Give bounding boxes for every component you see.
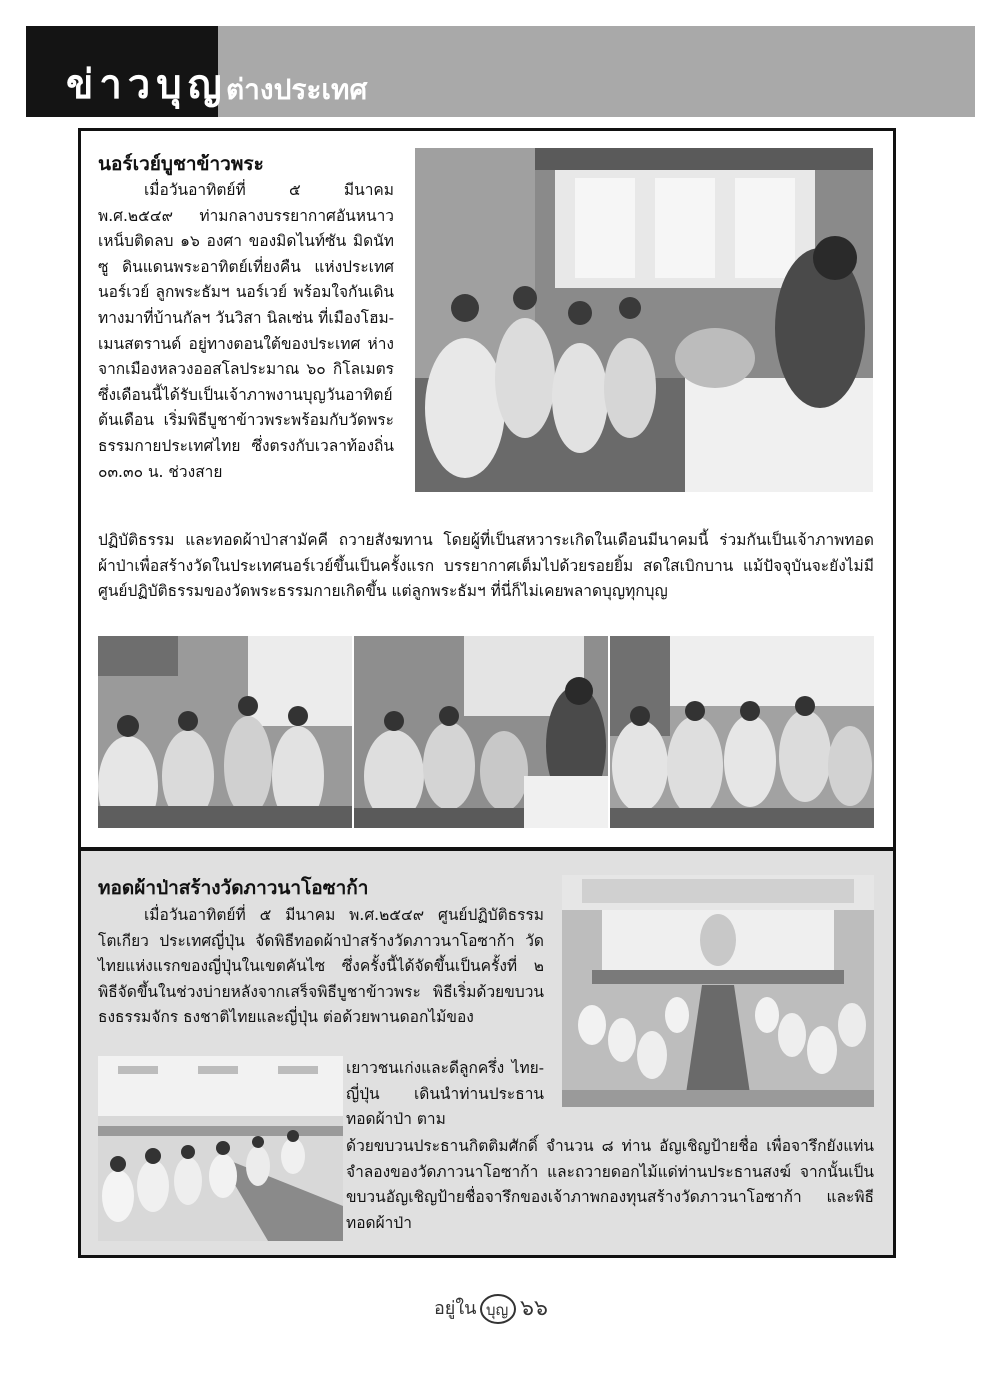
- page-number: ๖๖: [520, 1296, 548, 1321]
- article-norway-title: นอร์เวย์บูชาข้าวพระ: [98, 153, 264, 175]
- photo-ceremony-main: [415, 148, 873, 492]
- svg-text:บุญ: บุญ: [486, 1301, 509, 1319]
- article-osaka-body: เมื่อวันอาทิตย์ที่ ๕ มีนาคม พ.ศ.๒๕๔๙ ศูนย์ปฏิบัติธรรมโตเกียว ประเทศญี่ปุ่น จัดพิธีทอดผ้าป่าสร้างวัดภาวนาโอซาก้า วัดไทยแห่งแรกของญี่ปุ่นในเขตคันไซ ซึ่งครั้งนี้ได้จัดขึ้นเป็นครั้งที่ ๒ พิธีจัดขึ้นในช่วงบ่ายหลังจากเสร็จพิธีบูชาข้าวพระ พิธีเริ่มด้วยขบวนธงธรรมจักร ธงชาติไทยและญี่ปุ่น ต่อด้วยพานดอกไม้ของ: [98, 906, 544, 1027]
- header-title: ข่าวบุญ: [66, 62, 228, 108]
- photo-row-2: [354, 636, 608, 828]
- article-osaka-body-side: เยาวชนเก่งและดีลูกครึ่ง ไทย-ญี่ปุ่น เดินนำท่านประธานทอดผ้าป่า ตาม: [346, 1059, 544, 1129]
- magazine-logo: [432, 1292, 518, 1326]
- article-osaka-body-continued: ด้วยขบวนประธานกิตติมศักดิ์ จำนวน ๘ ท่าน อัญเชิญป้ายชื่อ เพื่อจารึกยังแท่นจำลองของวัดภาวนาโอซาก้า และถวายดอกไม้แด่ท่านประธานสงฆ์ จากนั้นเป็นขบวนอัญเชิญป้ายชื่อจารึกของเจ้าภาพกองทุนสร้างวัดภาวนาโอซาก้า และพิธีทอดผ้าป่า: [346, 1137, 874, 1232]
- photo-osaka-hall: [562, 875, 874, 1107]
- article-norway-body: เมื่อวันอาทิตย์ที่ ๕ มีนาคม พ.ศ.๒๕๔๙ ท่ามกลางบรรยากาศอันหนาวเหน็บติดลบ ๑๖ องศา ของมิดไนท์ซัน มิดนัทซู ดินแดนพระอาทิตย์เที่ยงคืน แห่งประเทศนอร์เวย์ ลูกพระธัมฯ นอร์เวย์ พร้อมใจกันเดินทางมาที่บ้านกัลฯ วันวิสา นิลเซ่น ที่เมืองโฮม-เมนสตรานด์ อยู่ทางตอนใต้ของประเทศ ห่างจากเมืองหลวงออสโลประมาณ ๖๐ กิโลเมตร ซึ่งเดือนนี้ได้รับเป็นเจ้าภาพงานบุญวันอาทิตย์ต้นเดือน เริ่มพิธีบูชาข้าวพระพร้อมกับวัดพระธรรมกายประเทศไทย ซึ่งตรงกับเวลาท้องถิ่น ๐๓.๓๐ น. ช่วงสาย: [98, 181, 394, 481]
- photo-osaka-seated: [98, 1056, 343, 1241]
- photo-row-1: [98, 636, 352, 828]
- svg-text:อยู่ใน: อยู่ใน: [434, 1298, 477, 1319]
- article-osaka-title: ทอดผ้าป่าสร้างวัดภาวนาโอซาก้า: [98, 877, 369, 899]
- article-norway-body-continued: ปฏิบัติธรรม และทอดผ้าป่าสามัคคี ถวายสังฆทาน โดยผู้ที่เป็นสหวาระเกิดในเดือนมีนาคมนี้ ร่วมกันเป็นเจ้าภาพทอดผ้าป่าเพื่อสร้างวัดในประเทศนอร์เวย์ขึ้นเป็นครั้งแรก บรรยากาศเต็มไปด้วยรอยยิ้ม สดใสเบิกบาน แม้ปัจจุบันจะยังไม่มีศูนย์ปฏิบัติธรรมของวัดพระธรรมกายเกิดขึ้น แต่ลูกพระธัมฯ ที่นี่ก็ไม่เคยพลาดบุญทุกบุญ: [98, 531, 874, 601]
- photo-row-3: [610, 636, 874, 828]
- header-subtitle: ต่างประเทศ: [226, 73, 368, 106]
